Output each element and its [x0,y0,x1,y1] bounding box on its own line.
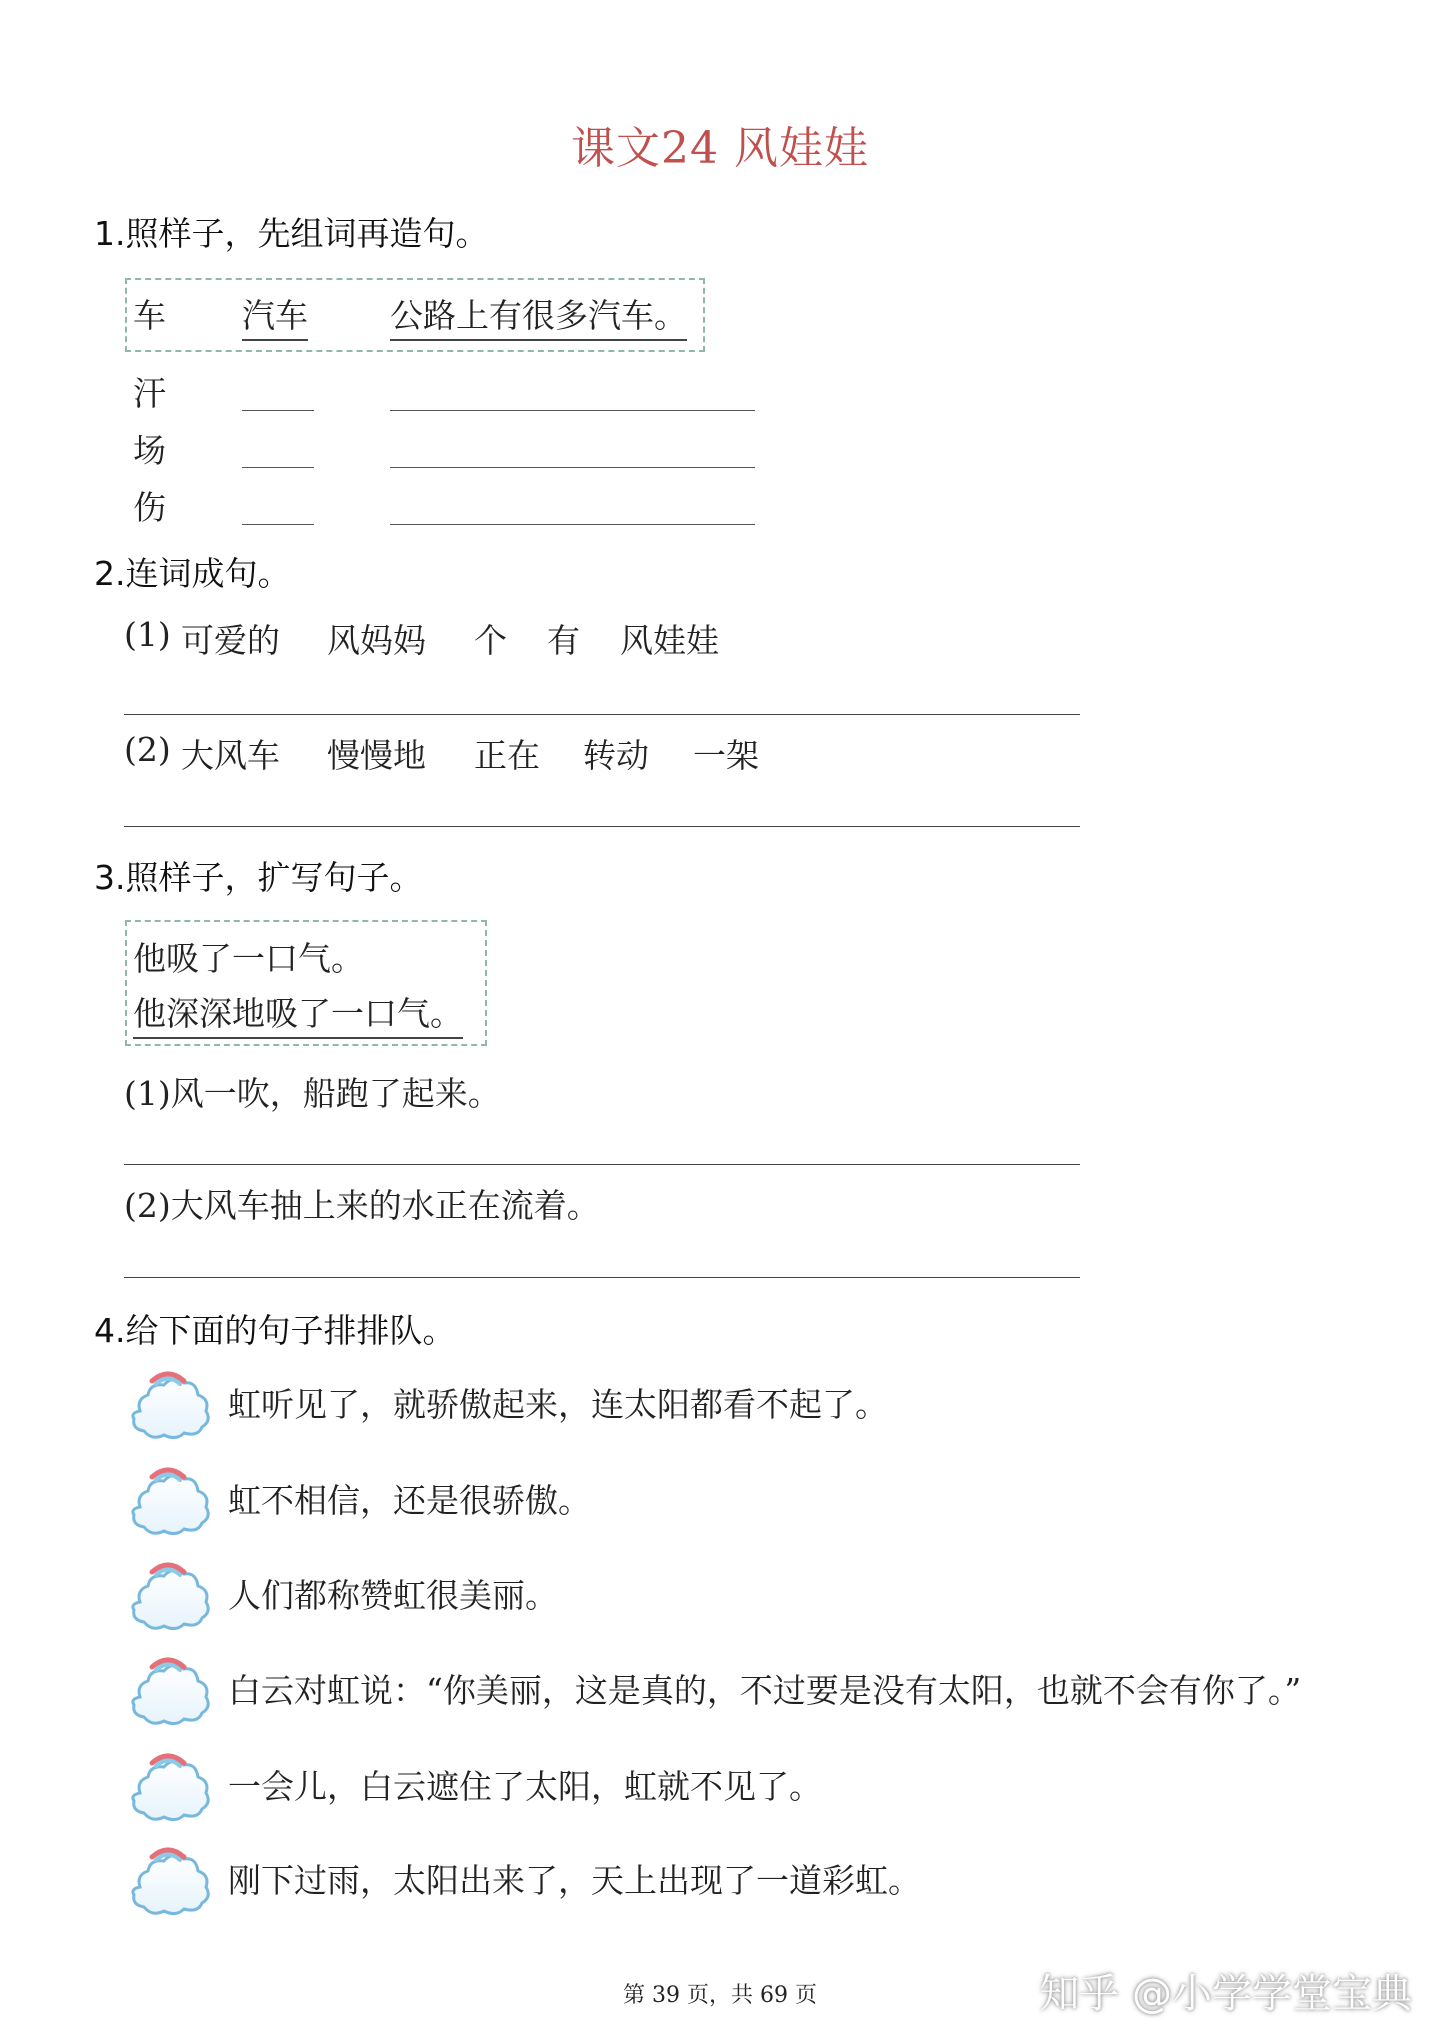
q4-heading: 4.给下面的句子排排队。 [94,1311,456,1350]
q4-sentence-2: 虹不相信，还是很骄傲。 [228,1481,591,1520]
watermark-logo: 知乎 @小学学堂宝典 [1039,1971,1412,2017]
q3-heading: 3.照样子，扩写句子。 [94,858,423,897]
q2-item-1-word-2: 风妈妈 [327,621,426,660]
q2-item-1-word-1: 可爱的 [181,621,280,660]
q1-sentence-blank-2[interactable] [390,467,755,468]
q2-answer-line-1[interactable] [124,714,1080,715]
q2-answer-line-2[interactable] [124,826,1080,827]
q1-example-word: 汽车 [242,290,308,341]
q2-item-1-word-5: 风娃娃 [620,621,719,660]
q2-item-2-word-1: 大风车 [181,736,280,775]
q1-sentence-blank-1[interactable] [390,410,755,411]
q3-answer-line-2[interactable] [124,1277,1080,1278]
q2-item-1-word-4: 有 [547,621,580,660]
answer-cloud-icon[interactable] [122,1365,214,1441]
q1-char-1: 汗 [133,374,166,413]
q1-example-sentence: 公路上有很多汽车。 [390,290,687,341]
answer-cloud-icon[interactable] [122,1461,214,1537]
q2-heading: 2.连词成句。 [94,554,291,593]
answer-cloud-icon[interactable] [122,1556,214,1632]
q4-sentence-4: 白云对虹说：“你美丽，这是真的，不过要是没有太阳，也就不会有你了。” [228,1671,1302,1710]
answer-cloud-icon[interactable] [122,1841,214,1917]
q3-answer-line-1[interactable] [124,1164,1080,1165]
q1-word-blank-2[interactable] [242,467,314,468]
q1-example-char: 车 [133,296,166,335]
q1-word-blank-1[interactable] [242,410,314,411]
q2-item-2-word-4: 转动 [583,736,649,775]
q4-sentence-1: 虹听见了，就骄傲起来，连太阳都看不起了。 [228,1385,888,1424]
page-title: 课文24 风娃娃 [571,123,869,174]
q3-example-expanded: 他深深地吸了一口气。 [133,988,463,1039]
q1-heading: 1.照样子，先组词再造句。 [94,214,489,253]
q2-item-2-word-5: 一架 [693,736,759,775]
q2-item-1-num: (1) [124,615,171,654]
q1-word-blank-3[interactable] [242,524,314,525]
q1-sentence-blank-3[interactable] [390,524,755,525]
answer-cloud-icon[interactable] [122,1651,214,1727]
answer-cloud-icon[interactable] [122,1747,214,1823]
q4-sentence-6: 刚下过雨，太阳出来了，天上出现了一道彩虹。 [228,1861,921,1900]
q2-item-2-word-3: 正在 [474,736,540,775]
page-footer: 第 39 页，共 69 页 [623,1983,817,2008]
q4-sentence-3: 人们都称赞虹很美丽。 [228,1576,558,1615]
q2-item-1-word-3: 个 [474,621,507,660]
q2-item-2-word-2: 慢慢地 [327,736,426,775]
q3-item-1: (1)风一吹，船跑了起来。 [124,1074,501,1113]
q3-example-plain: 他吸了一口气。 [133,939,364,978]
q1-char-2: 场 [133,431,166,470]
q3-item-2: (2)大风车抽上来的水正在流着。 [124,1186,600,1225]
q4-sentence-5: 一会儿，白云遮住了太阳，虹就不见了。 [228,1767,822,1806]
q2-item-2-num: (2) [124,730,171,769]
q1-char-3: 伤 [133,488,166,527]
